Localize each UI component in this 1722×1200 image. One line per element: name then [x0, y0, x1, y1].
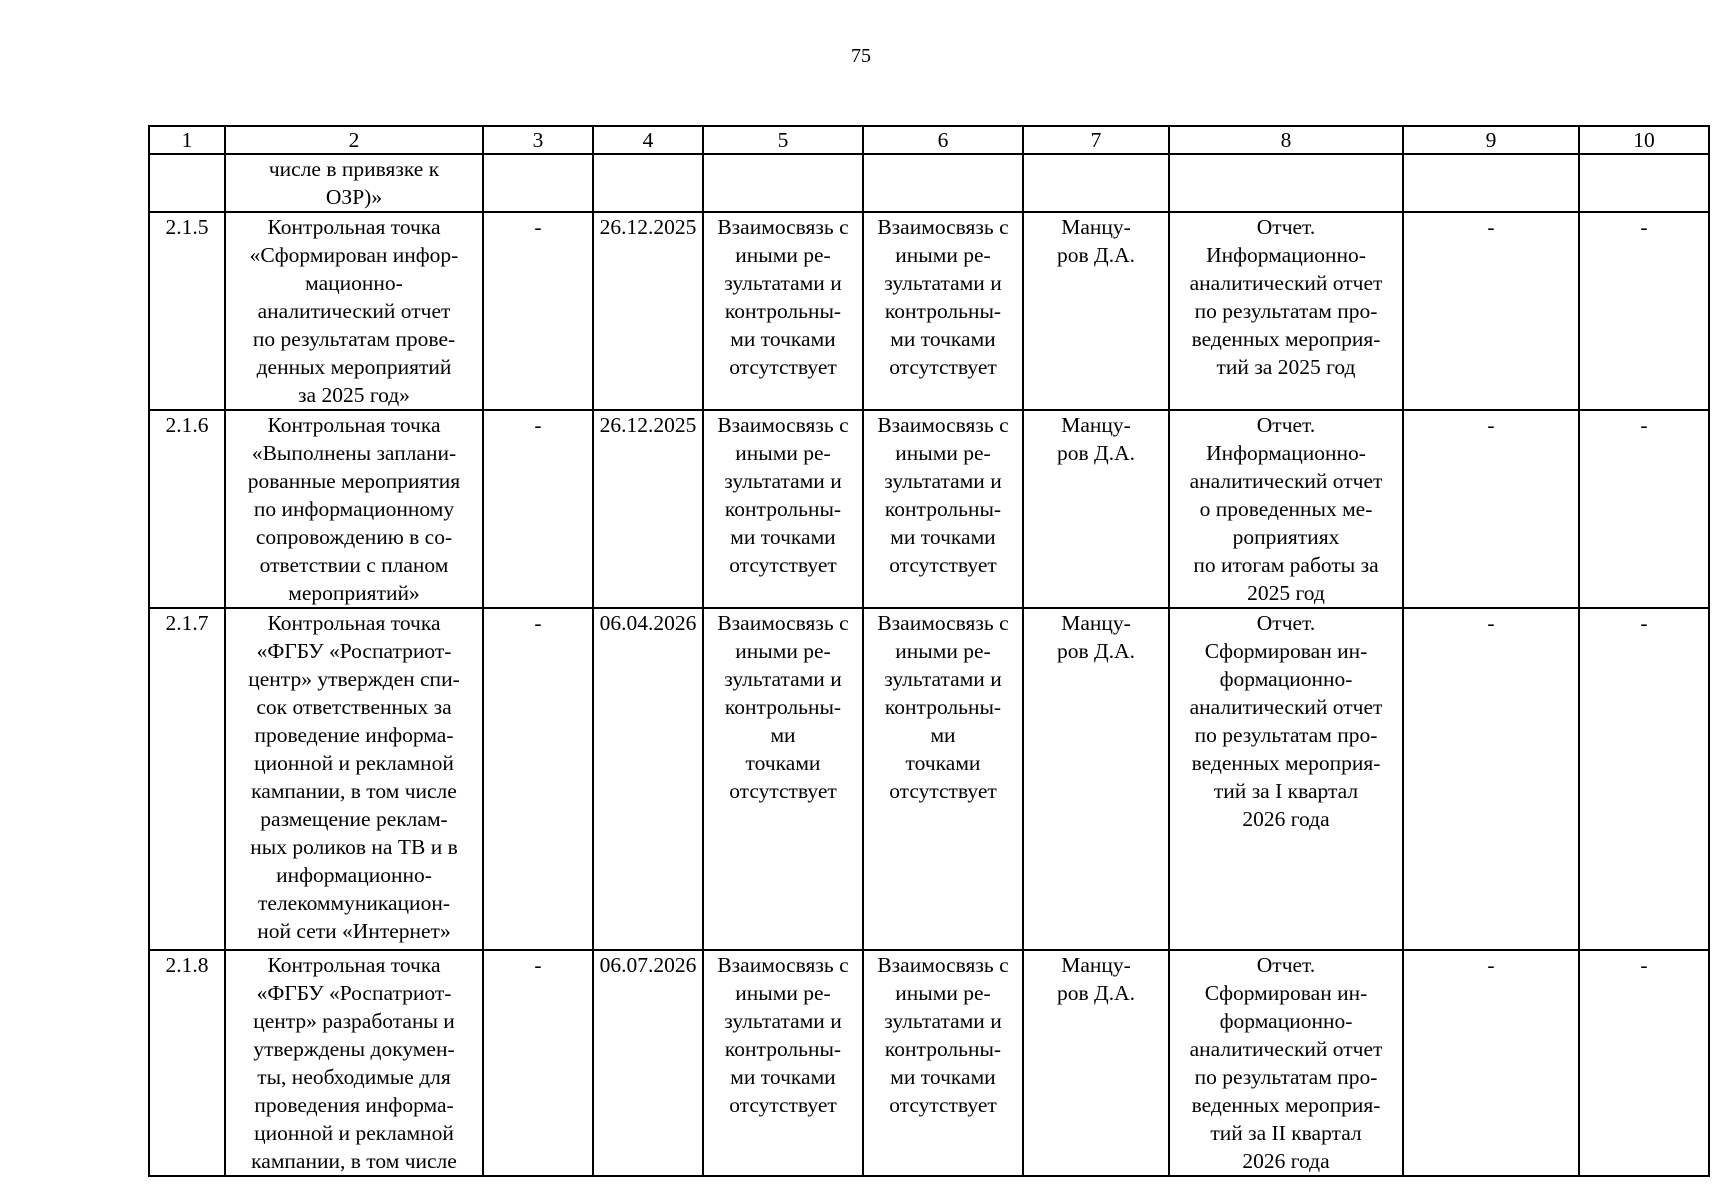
cell-col10: -: [1579, 608, 1709, 950]
table-cell: [1169, 154, 1403, 212]
header-row: [149, 126, 1709, 154]
relation-col6: Взаимосвязь с иными ре- зультатами и контрольны- ми точками отсутствует: [863, 608, 1023, 950]
header-cell-6: 6: [863, 126, 1023, 154]
relation-col6: Взаимосвязь с иными ре- зультатами и контрольны- ми точками отсутствует: [863, 212, 1023, 410]
header-cell-5: 5: [703, 126, 863, 154]
cell-col3: -: [483, 212, 593, 410]
relation-col6: Взаимосвязь с иными ре- зультатами и контрольны- ми точками отсутствует: [863, 950, 1023, 1176]
table-row: [149, 950, 1709, 1176]
row-number: 2.1.6: [149, 410, 225, 608]
row-number: 2.1.8: [149, 950, 225, 1176]
row-number: 2.1.7: [149, 608, 225, 950]
responsible-person: Манцу- ров Д.А.: [1023, 608, 1169, 950]
table-cell: [863, 154, 1023, 212]
cell-col9: -: [1403, 212, 1579, 410]
table-cell-name: числе в привязке к ОЗР)»: [225, 154, 483, 212]
header-cell-2: 2: [225, 126, 483, 154]
continuation-row: [149, 154, 1709, 212]
cell-col3: -: [483, 410, 593, 608]
table-row: [149, 608, 1709, 950]
deadline-date: 26.12.2025: [593, 410, 703, 608]
table-row: [149, 212, 1709, 410]
deadline-date: 06.04.2026: [593, 608, 703, 950]
table-cell: [593, 154, 703, 212]
relation-col5: Взаимосвязь с иными ре- зультатами и контрольны- ми точками отсутствует: [703, 410, 863, 608]
control-point-name: Контрольная точка «Сформирован инфор- мационно- аналитический отчет по результатам прове- денных мероприятий за 2025 год»: [225, 212, 483, 410]
header-cell-8: 8: [1169, 126, 1403, 154]
result-description: Отчет. Сформирован ин- формационно- аналитический отчет по результатам про- веденных мероприя- тий за I квартал 2026 года: [1169, 608, 1403, 950]
result-description: Отчет. Информационно- аналитический отчет по результатам про- веденных мероприя- тий за 2025 год: [1169, 212, 1403, 410]
cell-col10: -: [1579, 410, 1709, 608]
cell-col3: -: [483, 608, 593, 950]
responsible-person: Манцу- ров Д.А.: [1023, 950, 1169, 1176]
table-cell: [1023, 154, 1169, 212]
relation-col5: Взаимосвязь с иными ре- зультатами и контрольны- ми точками отсутствует: [703, 950, 863, 1176]
header-cell-7: 7: [1023, 126, 1169, 154]
relation-col5: Взаимосвязь с иными ре- зультатами и контрольны- ми точками отсутствует: [703, 212, 863, 410]
header-cell-4: 4: [593, 126, 703, 154]
header-cell-3: 3: [483, 126, 593, 154]
table-cell: [483, 154, 593, 212]
responsible-person: Манцу- ров Д.А.: [1023, 212, 1169, 410]
table-cell: [1403, 154, 1579, 212]
cell-col3: -: [483, 950, 593, 1176]
control-point-name: Контрольная точка «ФГБУ «Роспатриот- центр» утвержден спи- сок ответственных за проведение информа- ционной и рекламной кампании, в том числе размещение реклам- ных роликов на ТВ и в информационно- телекоммуникацион- ной сети «Интернет»: [225, 608, 483, 950]
relation-col6: Взаимосвязь с иными ре- зультатами и контрольны- ми точками отсутствует: [863, 410, 1023, 608]
control-points-table: [148, 125, 1710, 1177]
table-cell: [703, 154, 863, 212]
table-cell: [149, 154, 225, 212]
table-cell: [1579, 154, 1709, 212]
header-cell-9: 9: [1403, 126, 1579, 154]
responsible-person: Манцу- ров Д.А.: [1023, 410, 1169, 608]
cell-col9: -: [1403, 608, 1579, 950]
header-cell-1: 1: [149, 126, 225, 154]
relation-col5: Взаимосвязь с иными ре- зультатами и контрольны- ми точками отсутствует: [703, 608, 863, 950]
cell-col9: -: [1403, 410, 1579, 608]
page-number: 75: [851, 45, 871, 67]
cell-col10: -: [1579, 212, 1709, 410]
deadline-date: 26.12.2025: [593, 212, 703, 410]
table-row: [149, 410, 1709, 608]
control-point-name: Контрольная точка «ФГБУ «Роспатриот- центр» разработаны и утверждены докумен- ты, необходимые для проведения информа- ционной и рекламной кампании, в том числе: [225, 950, 483, 1176]
result-description: Отчет. Информационно- аналитический отчет о проведенных ме- роприятиях по итогам работы за 2025 год: [1169, 410, 1403, 608]
cell-col9: -: [1403, 950, 1579, 1176]
result-description: Отчет. Сформирован ин- формационно- аналитический отчет по результатам про- веденных мероприя- тий за II квартал 2026 года: [1169, 950, 1403, 1176]
row-number: 2.1.5: [149, 212, 225, 410]
cell-col10: -: [1579, 950, 1709, 1176]
header-cell-10: 10: [1579, 126, 1709, 154]
control-point-name: Контрольная точка «Выполнены заплани- рованные мероприятия по информационному сопровождению в со- ответствии с планом мероприятий»: [225, 410, 483, 608]
deadline-date: 06.07.2026: [593, 950, 703, 1176]
